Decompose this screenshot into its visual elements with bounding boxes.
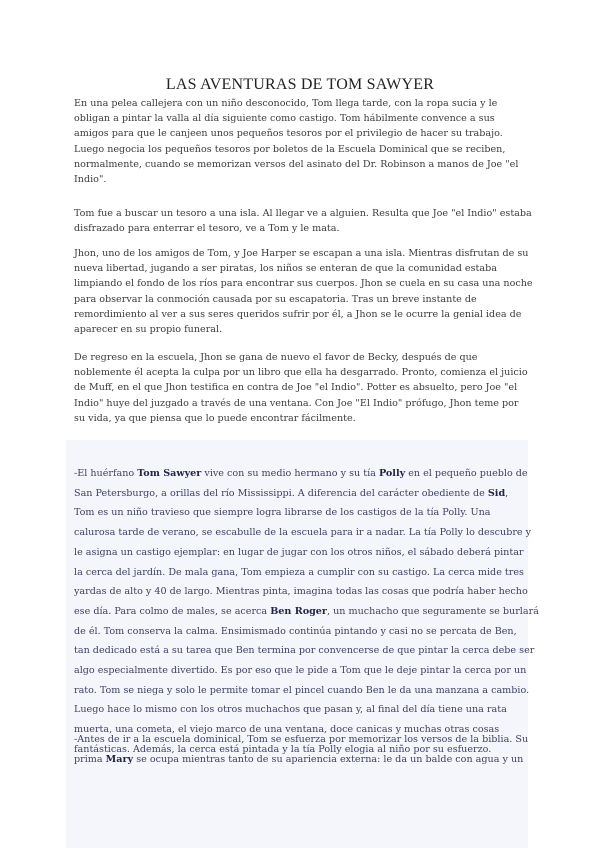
text-line (74, 464, 536, 484)
text-line: De regreso en la escuela, Jhon se gana de nuevo el favor de Becky, después de que (74, 352, 478, 363)
text-line: aparecer en su propio funeral. (74, 324, 223, 336)
paragraph-4 (74, 350, 536, 426)
text-line: tan dedicado está a su tarea que Ben termina por convencerse de que pintar la cerca debe ser (74, 645, 535, 657)
text-line: Jhon, uno de los amigos de Tom, y Joe Harper se escapan a una isla. Mientras disfrutan de su (74, 248, 529, 259)
text-line: -Antes de ir a la escuela dominical, Tom se esfuerza por memorizar los versos de la biblia. Su (74, 734, 529, 745)
text-run: , (505, 487, 509, 499)
paragraph-3 (74, 246, 536, 337)
text-line: Indio". (74, 174, 107, 186)
text-line: de él. Tom conserva la calma. Ensimismado continúa pintando y casi no se percata de Ben, (74, 625, 517, 637)
text-line: nueva libertad, jugando a ser piratas, los niños se enteran de que la comunidad estaba (74, 263, 497, 275)
text-line: En una pelea callejera con un niño desconocido, Tom llega tarde, con la ropa sucia y le (74, 98, 498, 109)
text-line: calurosa tarde de verano, se escabulle de la escuela para ir a nadar. La tía Polly lo descubre y (74, 527, 532, 539)
text-line: de Muff, en el que Jhon testifica en contra de Joe "el Indio". Potter es absuelto, pero Joe "el (74, 382, 518, 394)
text-line: Tom es un niño travieso que siempre logra librarse de los castigos de la tía Polly. Una (74, 507, 491, 519)
text-line: rato. Tom se niega y solo le permite tomar el pincel cuando Ben le da una manzana a cambio. (74, 684, 530, 696)
text-line: Luego hace lo mismo con los otros muchachos que pasan y, al final del día tiene una rata (74, 704, 507, 716)
text-run: se ocupa mientras tanto de su apariencia externa: le da un balde con agua y un (133, 753, 524, 765)
text-line: Tom fue a buscar un tesoro a una isla. Al llegar ve a alguien. Resulta que Joe "el Indio" estaba (74, 208, 532, 219)
text-line: Indio" huye del juzgado a través de una ventana. Con Joe "El Indio" prófugo, Jhon teme por (74, 397, 519, 409)
text-run: -El huérfano (74, 468, 138, 479)
text-line: normalmente, cuando se memorizan versos del asinato del Dr. Robinson a manos de Joe "el (74, 158, 519, 170)
text-line: muerta, una cometa, el viejo marco de una ventana, doce canicas y muchas otras cosas (74, 724, 500, 736)
text-run: ese día. Para colmo de males, se acerca (74, 605, 271, 617)
summary-paragraph-1 (74, 464, 539, 760)
text-run: en el pequeño pueblo de (405, 468, 528, 479)
page-title: LAS AVENTURAS DE TOM SAWYER (165, 76, 435, 93)
text-line: disfrazado para enterrar el tesoro, ve a Tom y le mata. (74, 223, 340, 235)
character-name: Tom Sawyer (137, 468, 202, 479)
text-run: prima (74, 753, 106, 765)
text-line (74, 484, 536, 504)
character-name: Sid (487, 487, 506, 499)
paragraph-1 (74, 96, 536, 187)
text-line: Luego negocia los pequeños tesoros por boletos de la Escuela Dominical que se reciben, (74, 143, 506, 155)
text-line: fantásticas. Además, la cerca está pintada y la tía Polly elogia al niño por su esfuerzo. (74, 743, 492, 755)
text-line: le asigna un castigo ejemplar: en lugar de jugar con los otros niños, el sábado deberá pintar (74, 546, 524, 558)
text-line: remordimiento al ver a sus seres queridos sufrir por él, a Jhon se le ocurre la genial idea de (74, 308, 522, 320)
text-line: amigos para que le canjeen unos pequeños tesoros por el privilegio de hacer su trabajo. (74, 128, 503, 140)
character-name: Mary (105, 753, 134, 765)
text-run: San Petersburgo, a orillas del río Mississippi. A diferencia del carácter obediente de (74, 487, 488, 499)
text-line: su vida, ya que piensa que lo puede encontrar fácilmente. (74, 412, 356, 424)
summary-paragraph-2 (74, 730, 536, 769)
text-run: , un muchacho que seguramente se burlará (326, 605, 539, 617)
text-line: noblemente él acepta la culpa por un libro que ella ha desgarrado. Pronto, comienza el juicio (74, 367, 528, 379)
text-line: algo especialmente divertido. Es por eso que le pide a Tom que le deje pintar la cerca por un (74, 665, 527, 677)
text-line: obligan a pintar la valla al día siguiente como castigo. Tom hábilmente convence a sus (74, 113, 495, 125)
text-line: para observar la conmoción causada por su escapatoria. Tras un breve instante de (74, 293, 477, 305)
paragraph-2 (74, 206, 536, 236)
text-line: limpiando el fondo de los ríos para encontrar sus cuerpos. Jhon se cuela en su casa una noche (74, 278, 533, 290)
text-line: la cerca del jardín. De mala gana, Tom empieza a cumplir con su castigo. La cerca mide tres (74, 566, 524, 578)
text-line (74, 750, 536, 770)
text-line (74, 602, 539, 622)
text-line: yardas de alto y 40 de largo. Mientras pinta, imagina todas las cosas que podría haber hecho (74, 586, 528, 598)
character-name: Polly (378, 468, 406, 479)
character-name: Ben Roger (270, 605, 327, 617)
text-run: vive con su medio hermano y su tía (201, 468, 379, 479)
